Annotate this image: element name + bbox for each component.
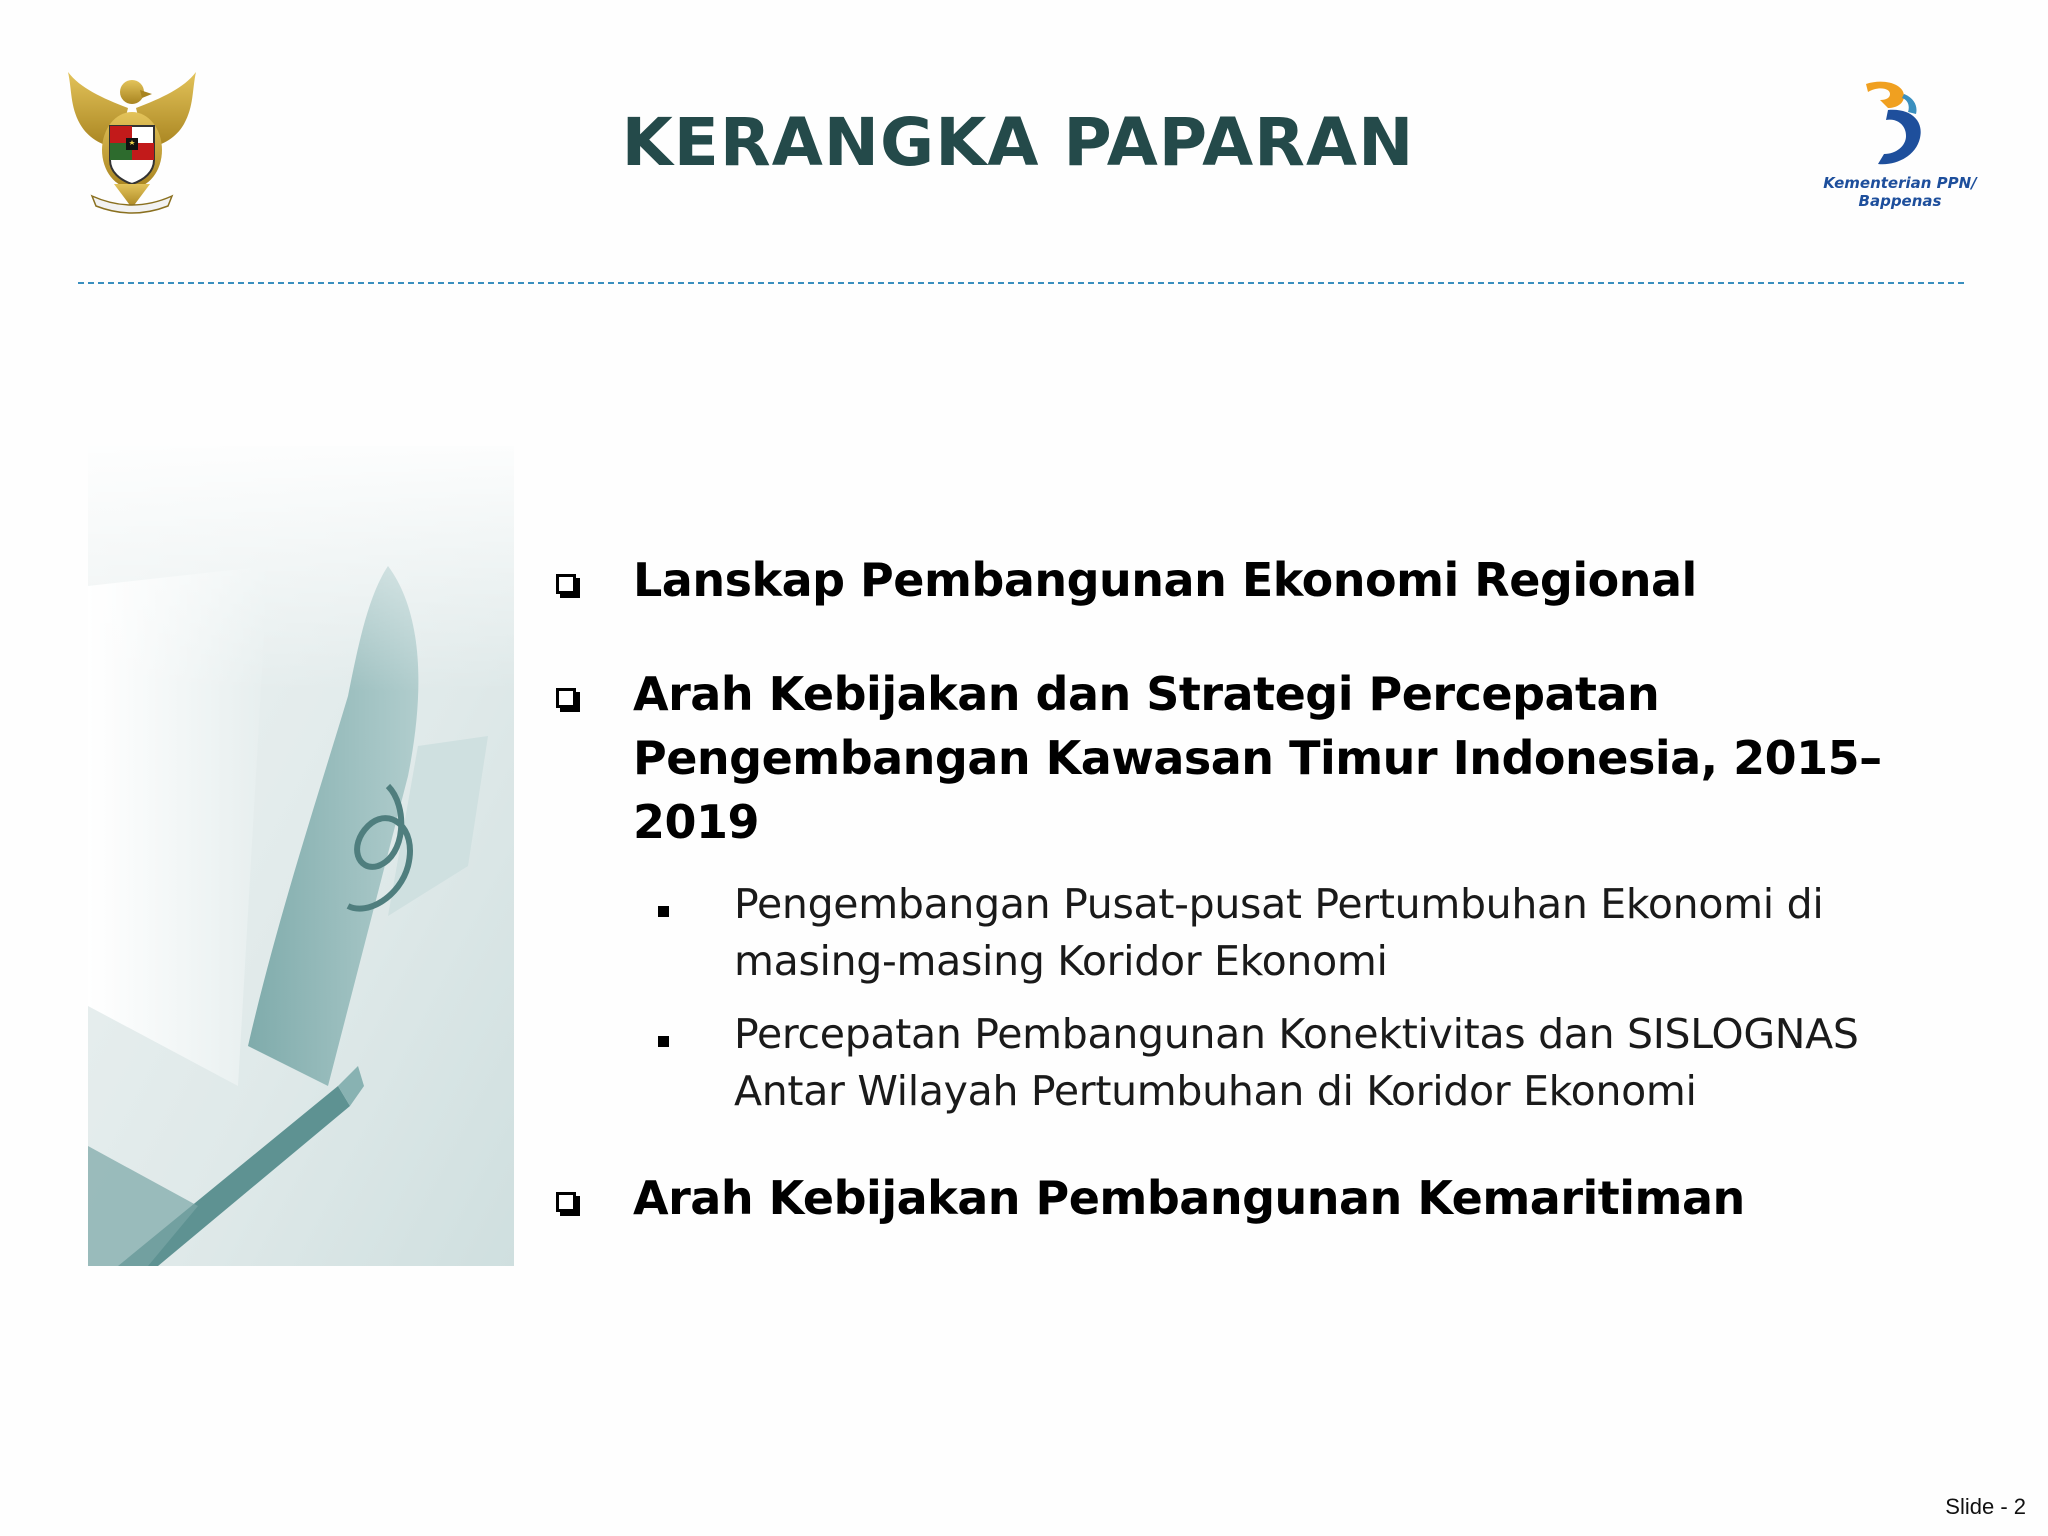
decorative-photo [88,446,514,1266]
sub-item-2-line-1: Percepatan Pembangunan Konektivitas dan SISLOGNAS [734,1010,1859,1058]
bappenas-logo [1820,80,1980,220]
header-divider [78,282,1964,284]
hollow-square-bullet-icon [556,1192,576,1212]
page-title: KERANGKA PAPARAN [621,104,1415,181]
filled-square-bullet-icon [658,1036,669,1047]
sub-item-2-line-2: Antar Wilayah Pertumbuhan di Koridor Ekonomi [734,1067,1697,1115]
sub-item-2 [556,1006,1956,1120]
agenda-list [556,548,1956,1230]
garuda-emblem-icon [62,68,202,218]
logo-text [1820,174,1980,210]
hollow-square-bullet-icon [556,688,576,708]
logo-text-line-2: Bappenas [1858,192,1942,210]
sub-item-1 [556,876,1956,990]
bappenas-logo-icon [1860,80,1940,172]
filled-square-bullet-icon [658,906,669,917]
slide-number: Slide - 2 [1945,1494,2026,1519]
logo-text-line-1: Kementerian PPN/ [1823,174,1977,192]
agenda-item-3-text: Arah Kebijakan Pembangunan Kemaritiman [633,1171,1745,1225]
agenda-item-2 [556,662,1956,854]
agenda-item-1 [556,548,1956,612]
sub-item-1-line-1: Pengembangan Pusat-pusat Pertumbuhan Ekonomi di [734,880,1824,928]
agenda-item-1-text: Lanskap Pembangunan Ekonomi Regional [633,553,1697,607]
hollow-square-bullet-icon [556,574,576,594]
agenda-item-2-sublist [556,876,1956,1120]
agenda-item-2-line-2: Pengembangan Kawasan Timur Indonesia, 2015–2019 [633,731,1882,849]
agenda-item-2-line-1: Arah Kebijakan dan Strategi Percepatan [633,667,1660,721]
sub-item-1-line-2: masing-masing Koridor Ekonomi [734,937,1388,985]
agenda-item-3 [556,1166,1956,1230]
